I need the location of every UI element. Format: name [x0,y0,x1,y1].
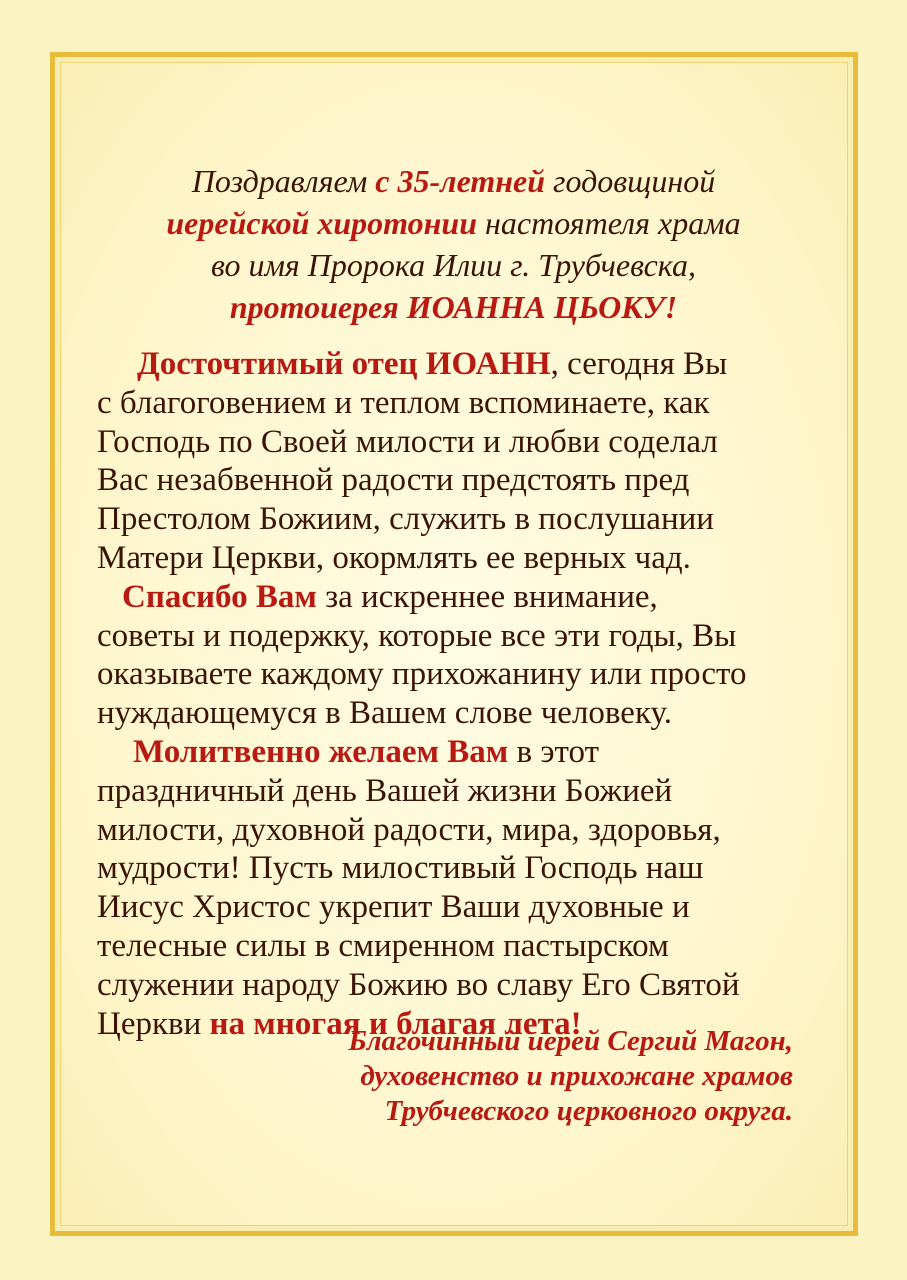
body-line: праздничный день Вашей жизни Божией [97,772,673,809]
body-highlight: на многая и благая лета! [209,1005,582,1042]
header-line-1 [90,160,817,202]
body-line: Престолом Божиим, служить в послушании [97,501,714,538]
body-line: советы и подержку, которые все эти годы, Вы [97,617,737,654]
body-highlight: Спасибо Вам [122,578,317,615]
body-text: , сегодня Вы [550,346,728,382]
header-highlight: иерейской хиротонии [166,205,477,241]
body-line: Матери Церкви, окормлять ее верных чад. [97,539,691,576]
signature-line-2: духовенство и прихожане храмов [360,1060,793,1092]
body-line: Иисус Христос укрепит Ваши духовные и [97,889,690,926]
greeting-header [90,160,817,328]
body-text: в этот [508,733,599,770]
header-line-3: во имя Пророка Илии г. Трубчевска, [211,247,696,283]
body-highlight: Досточтимый отец ИОАНН [137,346,551,382]
header-text: Поздравляем [191,163,376,199]
header-text: настоятеля храма [477,205,741,241]
body-line: с благоговением и теплом вспоминаете, как [97,384,710,421]
signature-line-3: Трубчевского церковного округа. [384,1095,793,1127]
body-line [97,578,837,617]
body-text: Церкви [97,1005,210,1042]
body-highlight: Молитвенно желаем Вам [133,733,509,770]
header-text: годовщиной [545,163,716,199]
header-line-4: протоиерея ИОАННА ЦЬОКУ! [229,289,678,325]
body-line: Вас незабвенной радости предстоять пред [97,462,690,499]
body-line: нуждающемуся в Вашем слове человеку. [97,695,672,732]
header-highlight: с 35-летней [375,163,546,199]
body-line: мудрости! Пусть милостивый Господь наш [97,850,704,887]
signature-line-1: Благочинный иерей Сергий Магон, [348,1025,793,1057]
body-line [97,733,837,772]
header-line-2 [90,202,817,244]
greeting-body [97,345,837,1043]
signature-block [150,1024,793,1129]
body-line [97,345,837,384]
body-line: телесные силы в смиренном пастырском [97,927,669,964]
body-text: за искреннее внимание, [316,578,658,615]
body-line: Господь по Своей милости и любви соделал [97,423,718,460]
body-line: милости, духовной радости, мира, здоровья, [97,811,721,848]
body-line: служении народу Божию во славу Его Святой [97,966,740,1003]
body-line: оказываете каждому прихожанину или просто [97,656,747,693]
